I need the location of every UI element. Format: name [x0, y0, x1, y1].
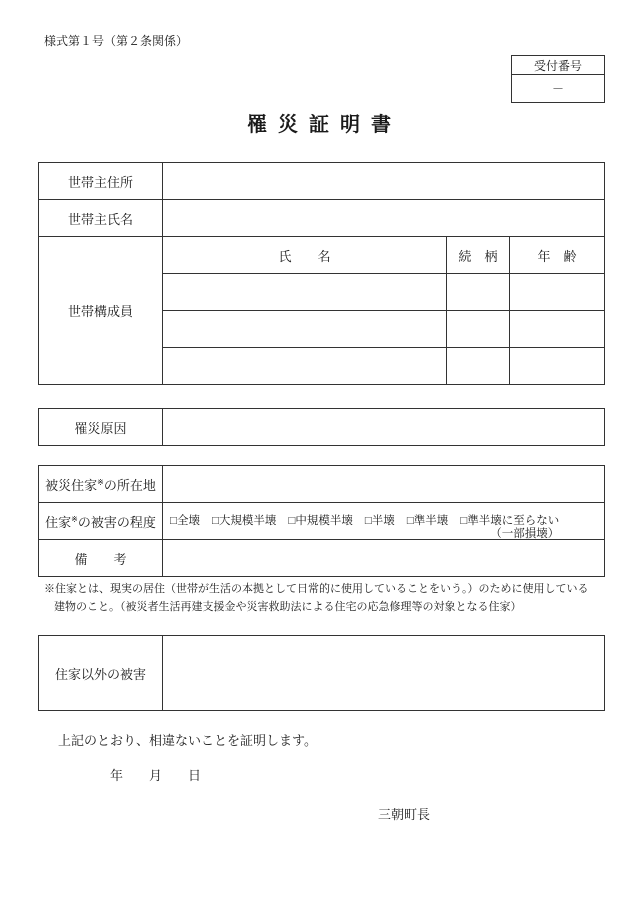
household-table: [38, 162, 605, 385]
damage-degree-label: [39, 503, 163, 540]
option-note: （一部損壊）: [490, 527, 560, 540]
table-row: [39, 636, 605, 711]
member-age-cell: [510, 274, 605, 311]
table-row: [39, 466, 605, 503]
damage-option-below-quasi-half: [460, 514, 560, 540]
member-age-header: 年 齢: [510, 237, 605, 274]
household-address-field: [163, 163, 605, 200]
dwelling-table: [38, 465, 605, 577]
damage-option-total-collapse: □全壊: [170, 514, 200, 527]
member-age-cell: [510, 311, 605, 348]
date-line: 年 月 日: [110, 768, 202, 783]
label-text: の被害の程度: [77, 514, 156, 530]
damage-option-quasi-half: □準半壊: [406, 514, 449, 527]
damage-options: [163, 514, 604, 540]
other-damage-field: [163, 636, 605, 711]
asterisk-mark: ※: [97, 477, 104, 487]
member-age-cell: [510, 348, 605, 385]
reception-number-value: －: [512, 75, 605, 103]
member-relation-cell: [447, 348, 510, 385]
document-title: 罹 災 証 明 書: [247, 114, 394, 136]
remarks-field: [163, 540, 605, 577]
dwelling-location-field: [163, 466, 605, 503]
cause-field: [163, 409, 605, 446]
footnote-line-2: 建物のこと。（被災者生活再建支援金や災害救助法による住宅の応急修理等の対象となる住家）: [54, 601, 522, 613]
footnote-line-1: ※住家とは、現実の居住（世帯が生活の本拠として日常的に使用していることをいう。）のために使用している: [44, 583, 589, 595]
member-relation-cell: [447, 274, 510, 311]
table-row: [39, 540, 605, 577]
reception-number-label: 受付番号: [512, 56, 605, 75]
label-text: 住家: [45, 514, 72, 530]
household-address-label: 世帯主住所: [39, 163, 163, 200]
asterisk-mark: ※: [71, 514, 78, 524]
damage-option-medium-scale-half: □中規模半壊: [288, 514, 353, 527]
form-number: 様式第１号（第２条関係）: [44, 34, 189, 48]
household-head-name-label: 世帯主氏名: [39, 200, 163, 237]
label-text: の所在地: [103, 477, 156, 493]
household-members-label: 世帯構成員: [39, 237, 163, 385]
dwelling-location-label: [39, 466, 163, 503]
remarks-label: 備 考: [39, 540, 163, 577]
damage-option-large-scale-half: □大規模半壊: [211, 514, 277, 527]
table-row: [39, 503, 605, 540]
damage-degree-field: [163, 503, 605, 540]
member-relation-cell: [447, 311, 510, 348]
option-label: □準半壊に至らない: [460, 514, 560, 527]
household-head-name-field: [163, 200, 605, 237]
member-name-cell: [163, 274, 447, 311]
issuer-name: 三朝町長: [378, 807, 431, 822]
table-row: [39, 163, 605, 200]
label-text: 被災住家: [45, 477, 98, 493]
reception-number-box: [511, 55, 605, 103]
cause-label: 罹災原因: [39, 409, 163, 446]
member-name-header: 氏 名: [163, 237, 447, 274]
other-damage-table: [38, 635, 605, 711]
other-damage-label: 住家以外の被害: [39, 636, 163, 711]
table-row: [39, 237, 605, 274]
table-row: [39, 200, 605, 237]
damage-option-half: □半壊: [364, 514, 395, 527]
cause-table: [38, 408, 605, 446]
member-name-cell: [163, 311, 447, 348]
member-name-cell: [163, 348, 447, 385]
table-row: [39, 409, 605, 446]
certification-statement: 上記のとおり、相違ないことを証明します。: [58, 733, 317, 748]
member-relation-header: 続 柄: [447, 237, 510, 274]
